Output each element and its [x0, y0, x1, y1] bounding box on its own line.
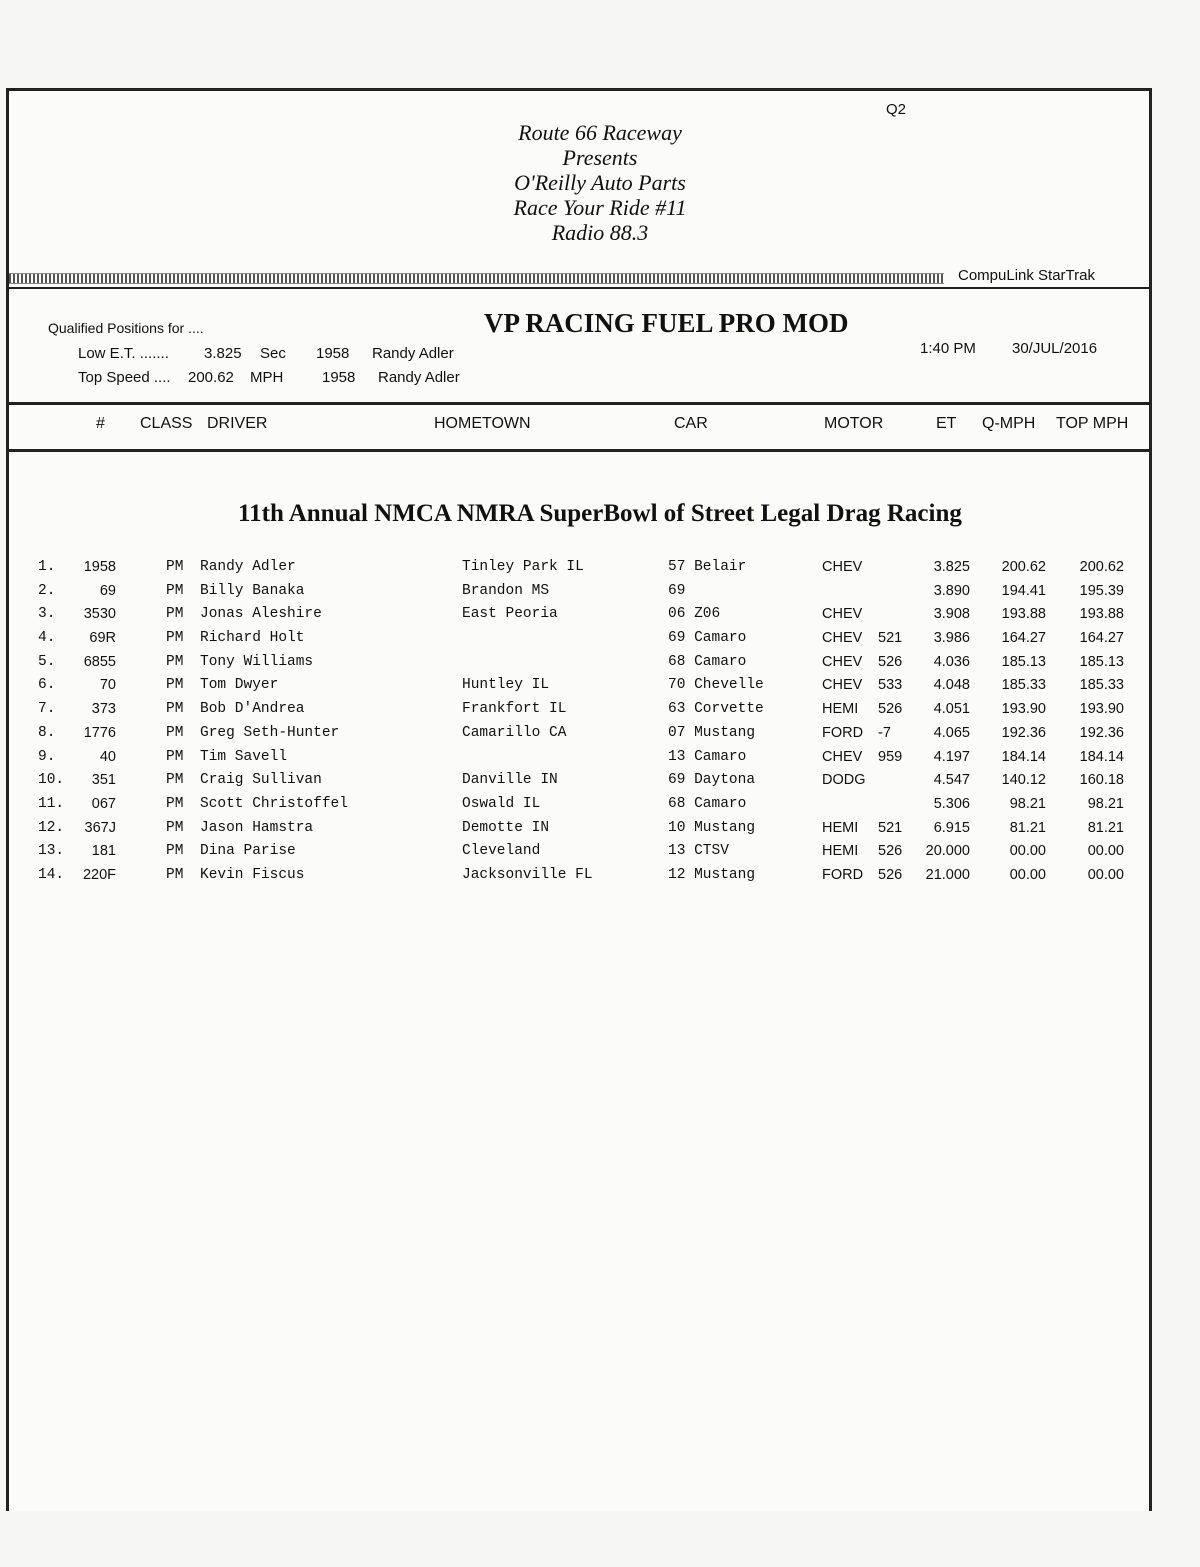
- cell-et: 4.197: [933, 748, 970, 765]
- cell-top-mph: 160.18: [1079, 772, 1124, 789]
- cell-et: 3.890: [933, 582, 970, 599]
- cell-car-number: 6855: [83, 653, 116, 670]
- cell-class: PM: [166, 724, 184, 741]
- cell-class: PM: [166, 653, 184, 670]
- cell-driver: Tony Williams: [200, 653, 314, 670]
- cell-position: 1.: [38, 559, 56, 575]
- cell-driver: Tom Dwyer: [200, 677, 279, 694]
- top-speed-car-number: 1958: [322, 369, 356, 386]
- cell-hometown: Jacksonville FL: [462, 866, 593, 883]
- cell-q-mph: 00.00: [1009, 843, 1046, 860]
- table-row: [0, 820, 1200, 844]
- cell-q-mph: 98.21: [1009, 795, 1046, 812]
- cell-position: 13.: [38, 843, 65, 860]
- cell-et: 3.825: [933, 559, 970, 575]
- column-header-car: CAR: [674, 415, 708, 432]
- timing-system-label: CompuLink StarTrak: [958, 267, 1095, 284]
- cell-driver: Bob D'Andrea: [200, 701, 305, 718]
- cell-class: PM: [166, 582, 184, 599]
- table-row: [0, 654, 1200, 678]
- cell-class: PM: [166, 772, 184, 789]
- cell-driver: Jason Hamstra: [200, 819, 314, 836]
- top-speed-value: 200.62: [188, 369, 234, 386]
- table-row: [0, 630, 1200, 654]
- cell-car-number: 70: [99, 677, 116, 694]
- table-row: [0, 749, 1200, 773]
- cell-driver: Tim Savell: [200, 748, 288, 765]
- cell-et: 3.986: [933, 630, 970, 647]
- cell-position: 3.: [38, 606, 56, 623]
- presenter-line: Presents: [562, 145, 638, 170]
- cell-q-mph: 193.88: [1001, 606, 1046, 623]
- cell-position: 11.: [38, 795, 65, 812]
- corner-code: Q2: [886, 101, 907, 118]
- cell-car-number: 067: [91, 795, 116, 812]
- cell-engine-size: 959: [878, 748, 903, 765]
- cell-et: 3.908: [933, 606, 970, 623]
- cell-q-mph: 81.21: [1009, 819, 1046, 836]
- cell-car-number: 220F: [82, 866, 116, 883]
- column-header-num: #: [96, 415, 105, 432]
- divider: [9, 449, 1149, 452]
- cell-engine-size: 521: [878, 819, 903, 836]
- cell-driver: Craig Sullivan: [200, 772, 322, 789]
- top-speed-driver: Randy Adler: [378, 369, 460, 386]
- cell-position: 5.: [38, 653, 56, 670]
- cell-motor: HEMI: [822, 701, 859, 718]
- cell-class: PM: [166, 843, 184, 860]
- cell-motor: CHEV: [822, 677, 863, 694]
- cell-position: 6.: [38, 677, 56, 694]
- cell-driver: Richard Holt: [200, 630, 305, 647]
- divider: [9, 287, 1149, 289]
- cell-car: 07 Mustang: [668, 724, 756, 741]
- cell-et: 21.000: [925, 866, 970, 883]
- cell-car: 12 Mustang: [668, 866, 756, 883]
- column-header-driver: DRIVER: [207, 415, 268, 432]
- cell-et: 20.000: [925, 843, 970, 860]
- cell-car: 69: [668, 582, 686, 599]
- cell-q-mph: 00.00: [1009, 866, 1046, 883]
- cell-motor: CHEV: [822, 606, 863, 623]
- cell-car-number: 1958: [83, 559, 116, 575]
- low-et-car-number: 1958: [316, 345, 350, 362]
- cell-class: PM: [166, 866, 184, 883]
- cell-driver: Randy Adler: [200, 559, 296, 575]
- cell-class: PM: [166, 795, 184, 812]
- divider: [9, 402, 1149, 405]
- cell-car: 69 Daytona: [668, 772, 756, 789]
- results-table: [0, 559, 1200, 891]
- top-speed-label: Top Speed ....: [78, 369, 171, 386]
- cell-motor: FORD: [822, 724, 864, 741]
- cell-hometown: Frankfort IL: [462, 701, 567, 718]
- cell-et: 4.051: [933, 701, 970, 718]
- top-speed-unit: MPH: [250, 369, 284, 386]
- cell-et: 6.915: [933, 819, 970, 836]
- cell-engine-size: -7: [878, 724, 891, 741]
- cell-engine-size: 526: [878, 701, 903, 718]
- table-row: [0, 725, 1200, 749]
- cell-hometown: Huntley IL: [462, 677, 550, 694]
- cell-car-number: 367J: [84, 819, 116, 836]
- cell-car-number: 69: [99, 582, 116, 599]
- cell-q-mph: 185.33: [1001, 677, 1046, 694]
- cell-q-mph: 193.90: [1001, 701, 1046, 718]
- presenter-line: Race Your Ride #11: [513, 195, 687, 220]
- cell-driver: Jonas Aleshire: [200, 606, 322, 623]
- cell-car: 13 CTSV: [668, 843, 729, 860]
- cell-class: PM: [166, 677, 184, 694]
- cell-top-mph: 193.88: [1079, 606, 1124, 623]
- cell-top-mph: 00.00: [1087, 866, 1124, 883]
- cell-q-mph: 192.36: [1001, 724, 1046, 741]
- table-row: [0, 606, 1200, 630]
- cell-car: 68 Camaro: [668, 795, 747, 812]
- cell-engine-size: 533: [878, 677, 903, 694]
- cell-car-number: 3530: [83, 606, 116, 623]
- cell-top-mph: 00.00: [1087, 843, 1124, 860]
- cell-class: PM: [166, 559, 184, 575]
- cell-car-number: 181: [91, 843, 116, 860]
- dotted-divider: [9, 273, 944, 284]
- cell-q-mph: 185.13: [1001, 653, 1046, 670]
- cell-et: 4.547: [933, 772, 970, 789]
- cell-car: 57 Belair: [668, 559, 747, 575]
- cell-top-mph: 184.14: [1079, 748, 1124, 765]
- cell-class: PM: [166, 630, 184, 647]
- cell-car: 69 Camaro: [668, 630, 747, 647]
- table-row: [0, 796, 1200, 820]
- table-row: [0, 677, 1200, 701]
- cell-class: PM: [166, 701, 184, 718]
- cell-hometown: Demotte IN: [462, 819, 550, 836]
- cell-car: 68 Camaro: [668, 653, 747, 670]
- cell-hometown: Oswald IL: [462, 795, 541, 812]
- cell-motor: CHEV: [822, 748, 863, 765]
- column-header-et: ET: [936, 415, 957, 432]
- cell-class: PM: [166, 819, 184, 836]
- cell-et: 5.306: [933, 795, 970, 812]
- cell-top-mph: 185.33: [1079, 677, 1124, 694]
- cell-car: 70 Chevelle: [668, 677, 764, 694]
- report-date: 30/JUL/2016: [1012, 340, 1098, 357]
- cell-car: 63 Corvette: [668, 701, 764, 718]
- cell-position: 14.: [38, 866, 65, 883]
- cell-car-number: 40: [99, 748, 116, 765]
- cell-position: 10.: [38, 772, 65, 789]
- cell-motor: FORD: [822, 866, 864, 883]
- cell-engine-size: 526: [878, 653, 903, 670]
- low-et-unit: Sec: [260, 345, 286, 362]
- cell-engine-size: 526: [878, 843, 903, 860]
- cell-hometown: Brandon MS: [462, 582, 550, 599]
- cell-position: 8.: [38, 724, 56, 741]
- cell-top-mph: 200.62: [1079, 559, 1124, 575]
- table-row: [0, 583, 1200, 607]
- column-header-hometown: HOMETOWN: [434, 415, 531, 432]
- cell-q-mph: 184.14: [1001, 748, 1046, 765]
- cell-car: 13 Camaro: [668, 748, 747, 765]
- class-title: VP RACING FUEL PRO MOD: [484, 308, 849, 338]
- cell-car-number: 373: [91, 701, 116, 718]
- presenter-line: Route 66 Raceway: [518, 120, 682, 145]
- event-title: 11th Annual NMCA NMRA SuperBowl of Street Legal Drag Racing: [238, 500, 962, 527]
- presenter-line: O'Reilly Auto Parts: [514, 170, 686, 195]
- low-et-value: 3.825: [204, 345, 242, 362]
- qualified-label: Qualified Positions for ....: [48, 320, 204, 336]
- cell-motor: CHEV: [822, 630, 863, 647]
- cell-driver: Greg Seth-Hunter: [200, 724, 340, 741]
- cell-top-mph: 164.27: [1079, 630, 1124, 647]
- presenter-line: Radio 88.3: [551, 220, 649, 245]
- column-header-class: CLASS: [140, 415, 193, 432]
- cell-driver: Scott Christoffel: [200, 795, 348, 812]
- cell-top-mph: 185.13: [1079, 653, 1124, 670]
- cell-motor: HEMI: [822, 843, 859, 860]
- cell-position: 4.: [38, 630, 56, 647]
- cell-et: 4.036: [933, 653, 970, 670]
- cell-top-mph: 193.90: [1079, 701, 1124, 718]
- table-row: [0, 867, 1200, 891]
- cell-hometown: Cleveland: [462, 843, 541, 860]
- table-row: [0, 559, 1200, 583]
- cell-q-mph: 140.12: [1001, 772, 1046, 789]
- cell-car: 10 Mustang: [668, 819, 756, 836]
- column-header-motor: MOTOR: [824, 415, 884, 432]
- cell-et: 4.065: [933, 724, 970, 741]
- cell-driver: Billy Banaka: [200, 582, 305, 599]
- cell-hometown: Tinley Park IL: [462, 559, 584, 575]
- cell-motor: CHEV: [822, 559, 863, 575]
- cell-motor: HEMI: [822, 819, 859, 836]
- cell-motor: DODG: [822, 772, 866, 789]
- report-time: 1:40 PM: [920, 340, 976, 357]
- cell-q-mph: 164.27: [1001, 630, 1046, 647]
- table-row: [0, 843, 1200, 867]
- cell-top-mph: 98.21: [1087, 795, 1124, 812]
- cell-class: PM: [166, 748, 184, 765]
- cell-motor: CHEV: [822, 653, 863, 670]
- cell-hometown: Camarillo CA: [462, 724, 567, 741]
- cell-top-mph: 192.36: [1079, 724, 1124, 741]
- low-et-driver: Randy Adler: [372, 345, 454, 362]
- cell-engine-size: 526: [878, 866, 903, 883]
- cell-car: 06 Z06: [668, 606, 721, 623]
- cell-position: 12.: [38, 819, 65, 836]
- cell-hometown: East Peoria: [462, 606, 558, 623]
- table-row: [0, 772, 1200, 796]
- cell-q-mph: 200.62: [1001, 559, 1046, 575]
- cell-position: 2.: [38, 582, 56, 599]
- cell-car-number: 351: [91, 772, 116, 789]
- column-header-topmph: TOP MPH: [1056, 415, 1129, 432]
- table-row: [0, 701, 1200, 725]
- cell-car-number: 69R: [89, 630, 116, 647]
- cell-top-mph: 195.39: [1079, 582, 1124, 599]
- cell-engine-size: 521: [878, 630, 903, 647]
- presenters-block: [440, 120, 760, 245]
- cell-class: PM: [166, 606, 184, 623]
- cell-position: 7.: [38, 701, 56, 718]
- cell-driver: Dina Parise: [200, 843, 296, 860]
- column-header-qmph: Q-MPH: [982, 415, 1036, 432]
- cell-et: 4.048: [933, 677, 970, 694]
- low-et-label: Low E.T. .......: [78, 345, 169, 362]
- cell-top-mph: 81.21: [1087, 819, 1124, 836]
- cell-position: 9.: [38, 748, 56, 765]
- cell-q-mph: 194.41: [1001, 582, 1046, 599]
- cell-hometown: Danville IN: [462, 772, 558, 789]
- cell-car-number: 1776: [83, 724, 116, 741]
- cell-driver: Kevin Fiscus: [200, 866, 305, 883]
